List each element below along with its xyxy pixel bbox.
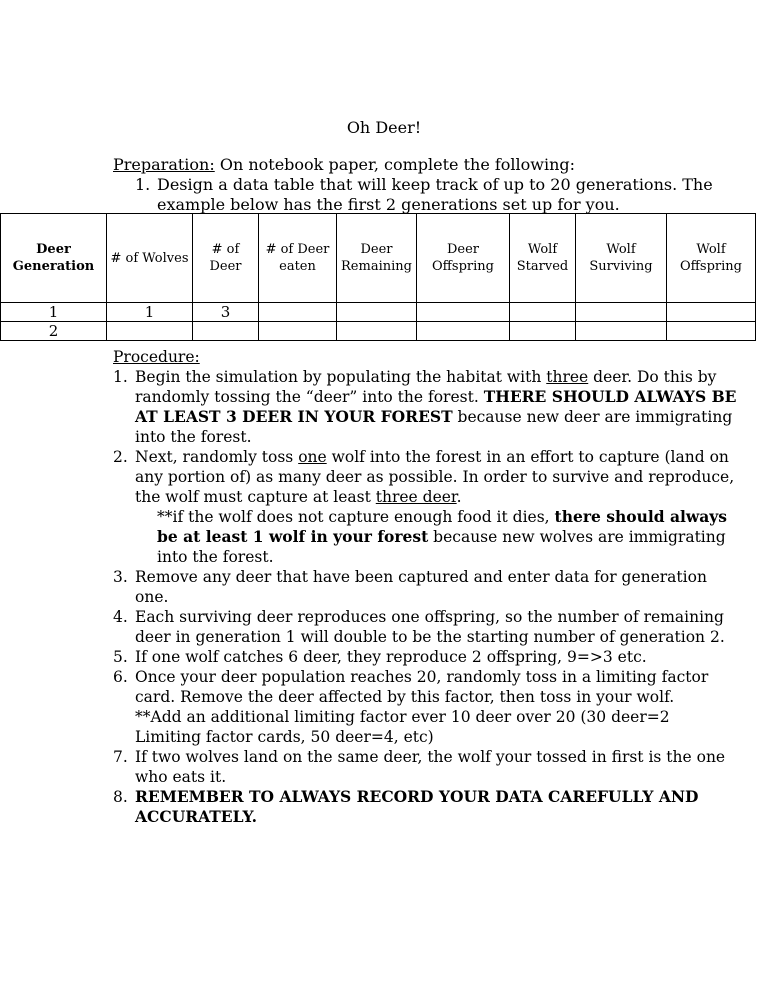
table-cell [337, 303, 417, 322]
column-header-deer-eaten: # of Deer eaten [259, 214, 337, 303]
step-text: Each surviving deer reproduces one offspring, so the number of remaining deer in generation 1 will double to be the starting number of generation 2. [135, 608, 725, 646]
table-cell [337, 322, 417, 341]
column-header-wolf-offspring: Wolf Offspring [667, 214, 756, 303]
step-text: wolf into the forest in an effort to capture (land on any portion of) as many deer as possible. In order to survive and reproduce, the wolf must capture at least [135, 448, 735, 506]
step-text-bold: REMEMBER TO ALWAYS RECORD YOUR DATA CAREFULLY AND ACCURATELY. [135, 787, 699, 826]
table-row [1, 303, 756, 322]
step-note-text: because new wolves are immigrating into the forest. [157, 528, 726, 566]
procedure-step-5 [113, 647, 738, 667]
step-text-underline: one [298, 448, 327, 466]
table-cell: 2 [1, 322, 107, 341]
procedure-step-3 [113, 567, 738, 607]
preparation-item-number: 1. [135, 175, 151, 194]
table-cell [510, 322, 576, 341]
page-title: Oh Deer! [346, 118, 422, 137]
procedure-step-8 [113, 787, 738, 827]
step-text-bold: THERE SHOULD ALWAYS BE AT LEAST 3 DEER IN YOUR FOREST [135, 387, 737, 426]
procedure-list [113, 367, 738, 827]
table-cell: 1 [107, 303, 193, 322]
preparation-section [113, 155, 733, 215]
preparation-intro-text: On notebook paper, complete the following: [214, 155, 576, 174]
procedure-step-2 [113, 447, 738, 567]
table-cell: 3 [193, 303, 259, 322]
column-header-wolf-starved: Wolf Starved [510, 214, 576, 303]
step-number: 6. [113, 668, 128, 686]
column-header-deer: # of Deer [193, 214, 259, 303]
preparation-intro [113, 155, 733, 175]
step-text: If two wolves land on the same deer, the wolf your tossed in first is the one who eats it. [135, 748, 726, 786]
step-text: Remove any deer that have been captured and enter data for generation one. [135, 568, 707, 606]
table-cell [510, 303, 576, 322]
step-text: If one wolf catches 6 deer, they reproduce 2 offspring, 9=>3 etc. [135, 648, 647, 666]
step-number: 2. [113, 448, 128, 466]
step-number: 5. [113, 648, 128, 666]
preparation-label: Preparation: [113, 155, 215, 174]
step-note-text: **if the wolf does not capture enough food it dies, [157, 508, 555, 526]
procedure-step-7 [113, 747, 738, 787]
table-cell [576, 322, 667, 341]
preparation-item [113, 175, 733, 215]
table-cell [576, 303, 667, 322]
step-number: 8. [113, 788, 128, 806]
table-cell [667, 322, 756, 341]
table-cell [259, 303, 337, 322]
column-header-wolves: # of Wolves [107, 214, 193, 303]
step-text: Next, randomly toss [135, 448, 299, 466]
step-number: 4. [113, 608, 128, 626]
column-header-wolf-surviving: Wolf Surviving [576, 214, 667, 303]
table-cell [193, 322, 259, 341]
step-number: 7. [113, 748, 128, 766]
step-text: Begin the simulation by populating the habitat with [135, 368, 547, 386]
column-header-deer-remaining: Deer Remaining [337, 214, 417, 303]
step-note-bold: there should always be at least 1 wolf in your forest [157, 507, 728, 546]
step-text-underline: three deer [375, 488, 457, 506]
table-cell [107, 322, 193, 341]
column-header-deer-offspring: Deer Offspring [417, 214, 510, 303]
procedure-step-6 [113, 667, 738, 747]
step-number: 1. [113, 368, 128, 386]
step-text: because new deer are immigrating into the forest. [135, 408, 733, 446]
procedure-step-4 [113, 607, 738, 647]
step-text-underline: three [546, 368, 589, 386]
table-cell [417, 322, 510, 341]
table-cell [667, 303, 756, 322]
step-text: Once your deer population reaches 20, randomly toss in a limiting factor card. Remove the deer affected by this factor, then toss in your wolf. [135, 668, 709, 706]
table-cell [417, 303, 510, 322]
column-header-deer-generation: Deer Generation [1, 214, 107, 303]
step-note [135, 507, 738, 567]
preparation-item-text: Design a data table that will keep track of up to 20 generations. The example below has the first 2 generations set up for you. [157, 175, 713, 214]
procedure-step-1 [113, 367, 738, 447]
table-row [1, 322, 756, 341]
step-number: 3. [113, 568, 128, 586]
table-header-row [1, 214, 756, 303]
procedure-heading: Procedure: [113, 348, 200, 366]
step-text: . [456, 488, 462, 506]
procedure-section [113, 347, 738, 827]
table-cell [259, 322, 337, 341]
table-cell: 1 [1, 303, 107, 322]
step-text: deer. Do this by randomly tossing the “deer” into the forest. [135, 368, 717, 406]
step-note: **Add an additional limiting factor ever 10 deer over 20 (30 deer=2 Limiting factor cards, 50 deer=4, etc) [135, 708, 670, 746]
data-table [0, 213, 756, 341]
